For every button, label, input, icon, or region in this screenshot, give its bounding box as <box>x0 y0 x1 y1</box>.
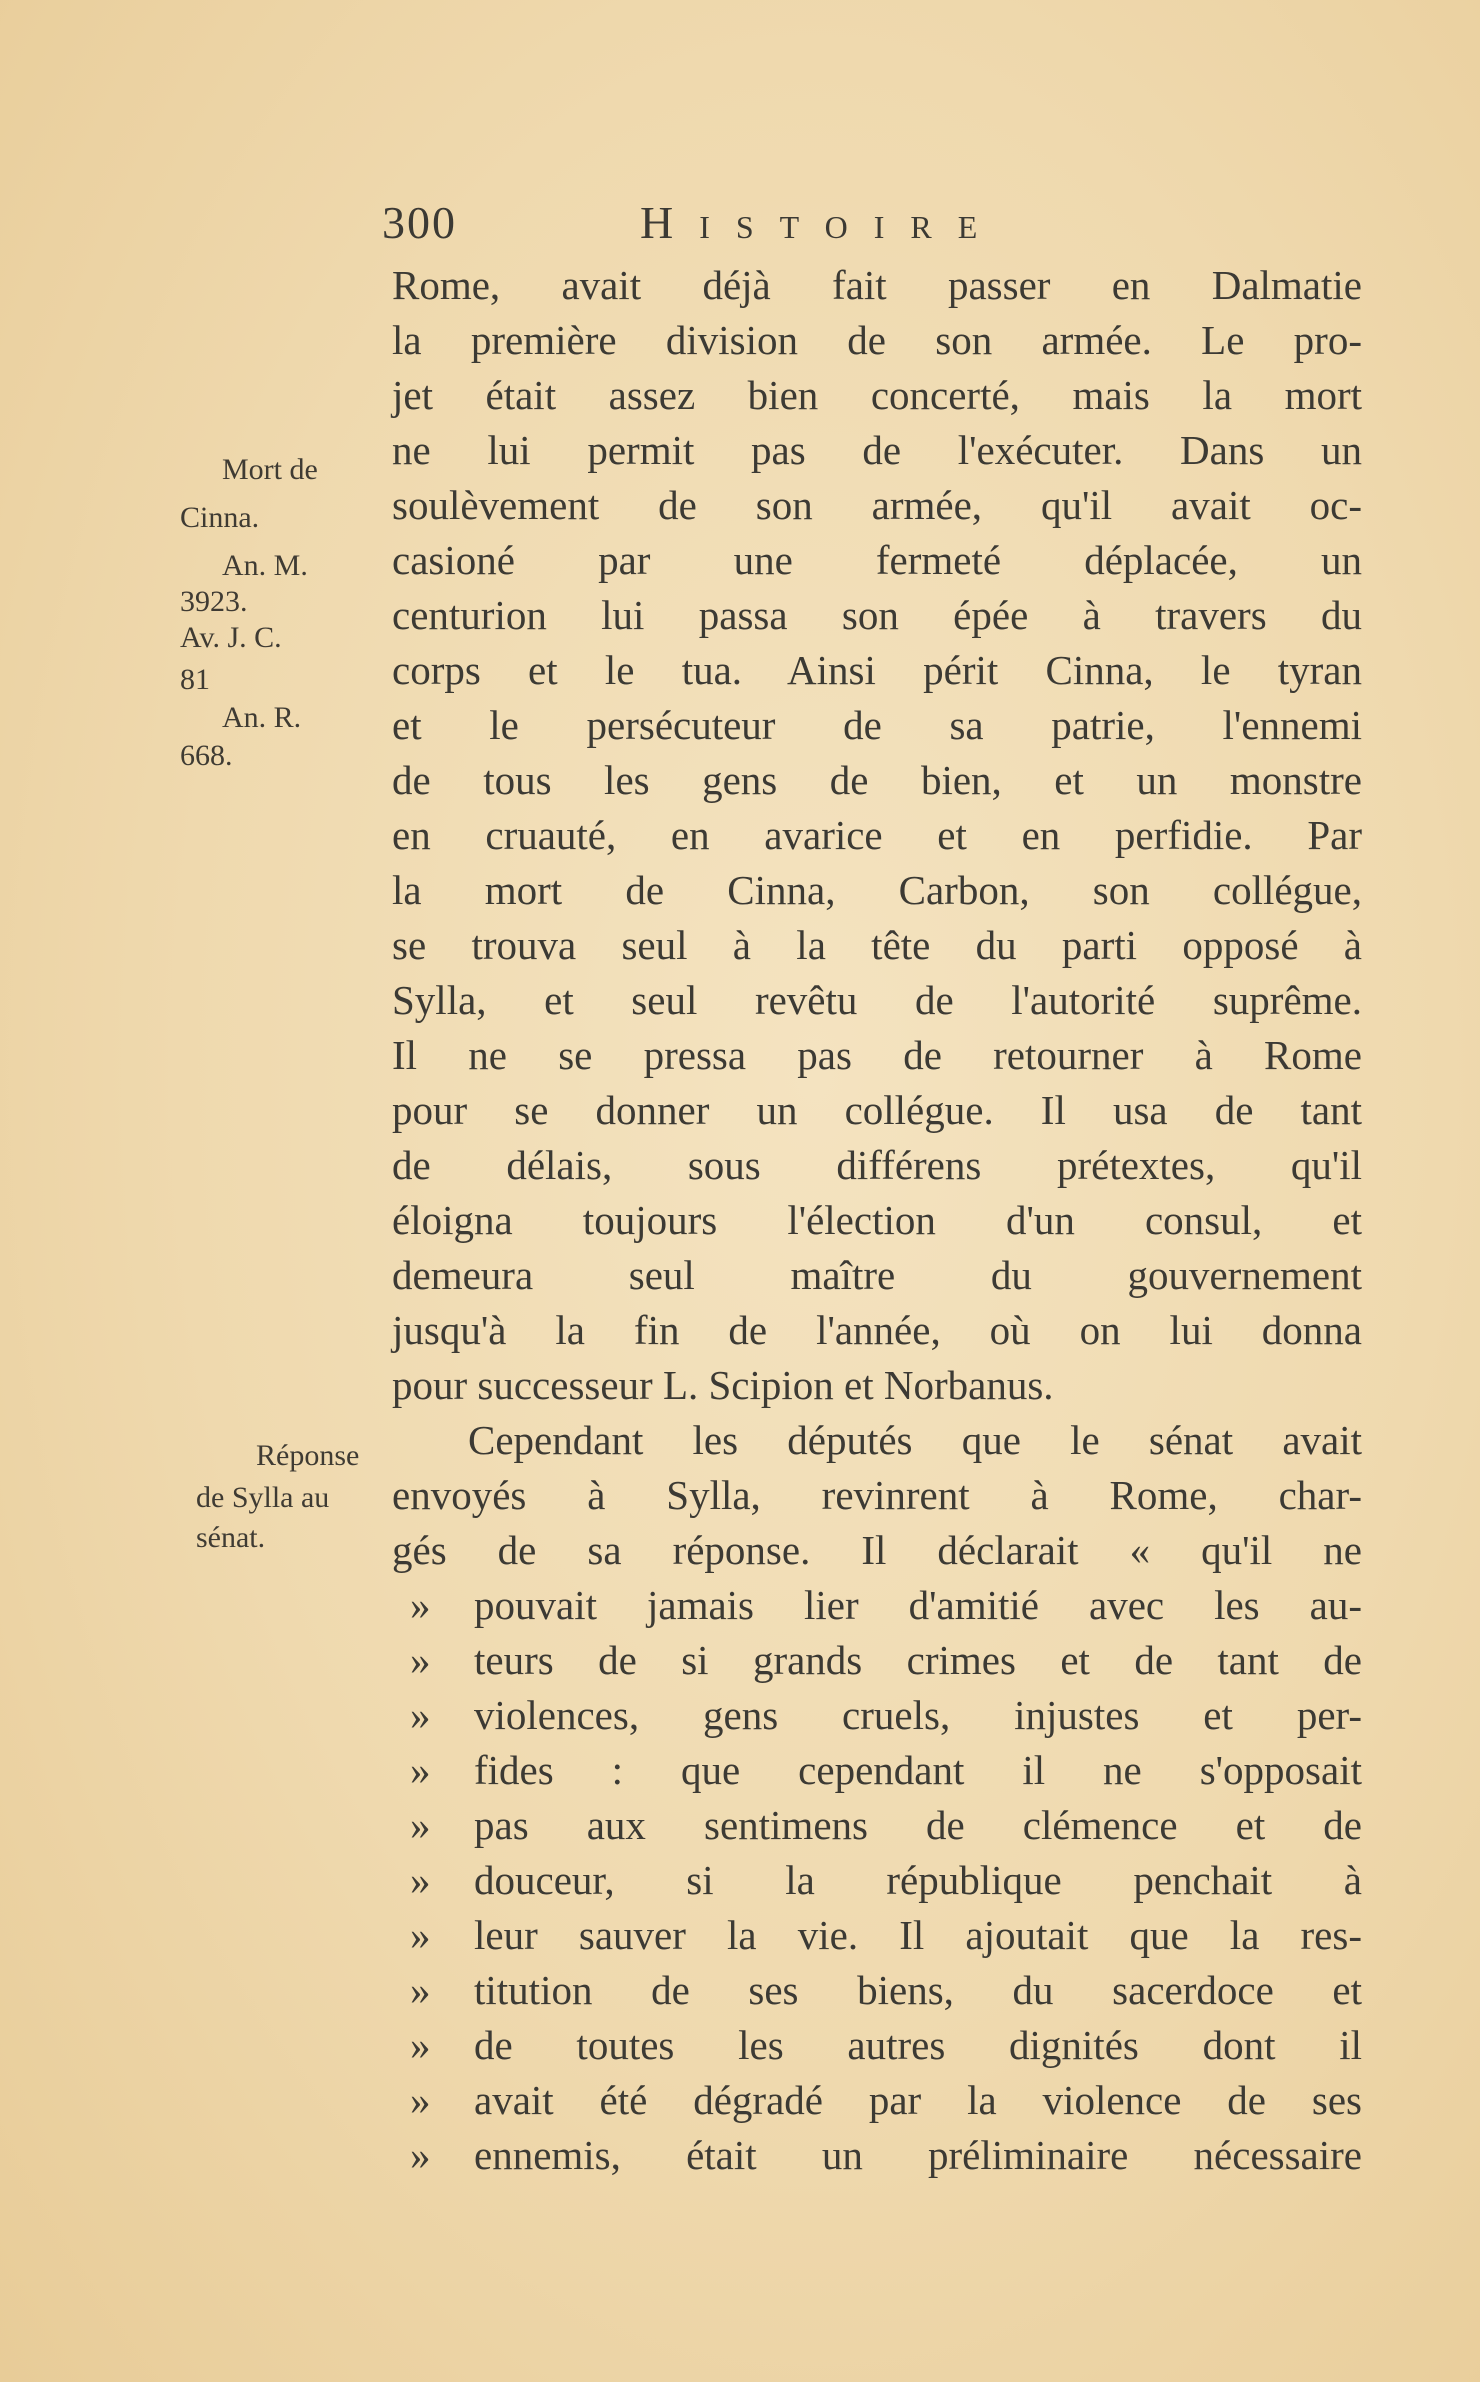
text-line: Rome, avait déjà fait passer en Dalmatie <box>392 262 1362 308</box>
text-line: casioné par une fermeté déplacée, un <box>392 537 1362 583</box>
text-line: jusqu'à la fin de l'année, où on lui donna <box>392 1307 1362 1353</box>
text-line: » leur sauver la vie. Il ajoutait que la res- <box>392 1908 1362 1963</box>
text-line: soulèvement de son armée, qu'il avait oc- <box>392 482 1362 528</box>
margin-note-av-jc: Av. J. C. <box>180 621 282 654</box>
text-line: corps et le tua. Ainsi périt Cinna, le tyran <box>392 647 1362 693</box>
margin-note-mort-de-cinna-line1: Mort de <box>222 453 318 486</box>
running-title: Histoire <box>640 197 1004 248</box>
text-line: la mort de Cinna, Carbon, son collégue, <box>392 867 1362 913</box>
text-line: centurion lui passa son épée à travers du <box>392 592 1362 638</box>
text-line: gés de sa réponse. Il déclarait « qu'il ne <box>392 1527 1362 1573</box>
text-line: » violences, gens cruels, injustes et per- <box>392 1688 1362 1743</box>
text-line: » avait été dégradé par la violence de ses <box>392 2073 1362 2128</box>
text-line: » de toutes les autres dignités dont il <box>392 2018 1362 2073</box>
margin-note-av-jc-value: 81 <box>180 663 210 696</box>
text-line: » pas aux sentimens de clémence et de <box>392 1798 1362 1853</box>
text-line: » douceur, si la république penchait à <box>392 1853 1362 1908</box>
text-line: Il ne se pressa pas de retourner à Rome <box>392 1032 1362 1078</box>
margin-note-reponse-line2: de Sylla au <box>196 1481 330 1514</box>
text-line: envoyés à Sylla, revinrent à Rome, char- <box>392 1472 1362 1518</box>
text-line: de tous les gens de bien, et un monstre <box>392 757 1362 803</box>
text-line: et le persécuteur de sa patrie, l'ennemi <box>392 702 1362 748</box>
text-line: Cependant les députés que le sénat avait <box>468 1417 1362 1463</box>
text-line: » teurs de si grands crimes et de tant de <box>392 1633 1362 1688</box>
text-line: » pouvait jamais lier d'amitié avec les au- <box>392 1578 1362 1633</box>
text-line: en cruauté, en avarice et en perfidie. Par <box>392 812 1362 858</box>
text-line: la première division de son armée. Le pro- <box>392 317 1362 363</box>
text-line: demeura seul maître du gouvernement <box>392 1252 1362 1298</box>
text-line: éloigna toujours l'élection d'un consul, et <box>392 1197 1362 1243</box>
text-line: Sylla, et seul revêtu de l'autorité suprême. <box>392 977 1362 1023</box>
margin-note-an-r: An. R. <box>222 701 302 734</box>
margin-note-reponse-line1: Réponse <box>256 1439 360 1472</box>
text-line: ne lui permit pas de l'exécuter. Dans un <box>392 427 1362 473</box>
margin-note-mort-de-cinna-line2: Cinna. <box>180 501 260 534</box>
text-line: » ennemis, était un préliminaire nécessaire <box>392 2128 1362 2183</box>
margin-note-an-m-value: 3923. <box>180 585 248 618</box>
text-line: » fides : que cependant il ne s'opposait <box>392 1743 1362 1798</box>
text-line: pour se donner un collégue. Il usa de tant <box>392 1087 1362 1133</box>
text-line: » titution de ses biens, du sacerdoce et <box>392 1963 1362 2018</box>
page-number: 300 <box>382 197 457 248</box>
margin-note-an-r-value: 668. <box>180 739 233 772</box>
text-line: pour successeur L. Scipion et Norbanus. <box>392 1362 1054 1408</box>
text-line: jet était assez bien concerté, mais la mort <box>392 372 1362 418</box>
margin-note-reponse-line3: sénat. <box>196 1521 266 1554</box>
text-line: se trouva seul à la tête du parti opposé à <box>392 922 1362 968</box>
body-text <box>392 258 1362 2183</box>
text-line: de délais, sous différens prétextes, qu'il <box>392 1142 1362 1188</box>
margin-note-an-m: An. M. <box>222 549 308 582</box>
